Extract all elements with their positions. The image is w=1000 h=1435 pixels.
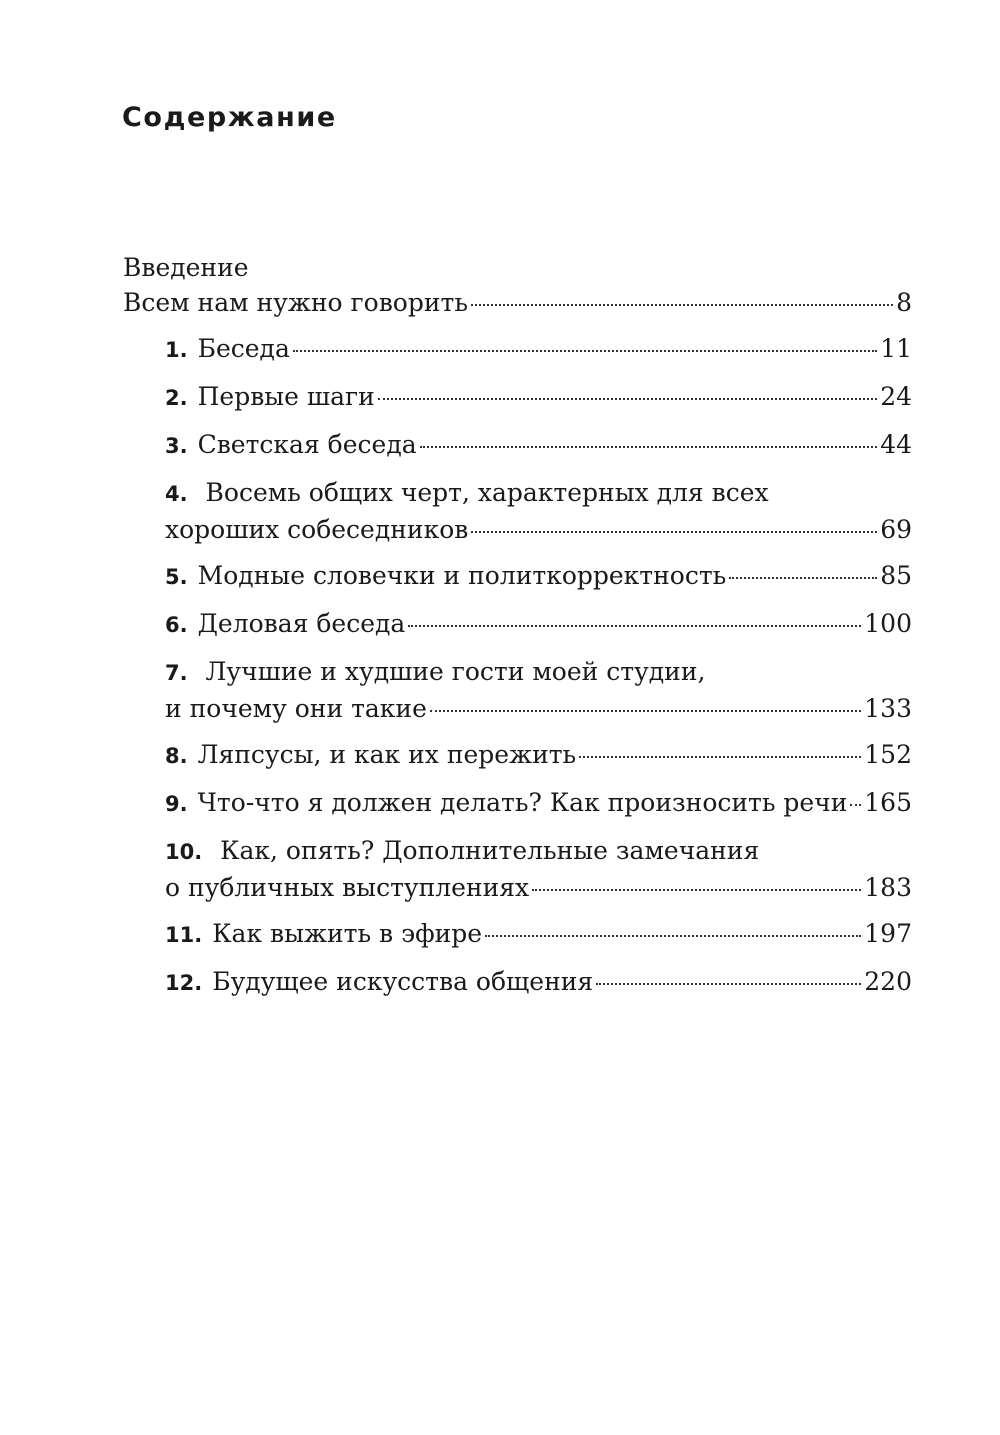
page-number: 183	[864, 873, 912, 902]
page-number: 152	[864, 740, 912, 769]
toc-entry-chapter-8[interactable]	[123, 737, 912, 774]
chapter-title: Первые шаги	[197, 382, 375, 411]
dot-leader	[408, 625, 861, 627]
chapter-title: Как выжить в эфире	[212, 919, 483, 948]
chapter-number: 1.	[165, 338, 188, 362]
chapter-number: 6.	[165, 613, 188, 637]
chapter-title: Деловая беседа	[197, 609, 406, 638]
chapter-title: хороших собеседников	[165, 515, 469, 544]
dot-leader	[420, 446, 878, 448]
dot-leader	[378, 398, 877, 400]
dot-leader	[471, 531, 877, 533]
page-title: Содержание	[122, 102, 337, 133]
page-number: 197	[864, 919, 912, 948]
chapter-number: 4.	[165, 482, 188, 506]
chapter-title: Модные словечки и политкорректность	[197, 561, 727, 590]
toc-entry-chapter-3[interactable]	[123, 427, 912, 464]
chapter-title: Ляпсусы, и как их пережить	[197, 740, 577, 769]
dot-leader	[293, 350, 877, 352]
toc-entry-chapter-5[interactable]	[123, 558, 912, 595]
page-number: 165	[864, 788, 912, 817]
chapter-number: 10.	[165, 840, 203, 864]
page-number: 133	[864, 694, 912, 723]
page-number: 11	[880, 334, 912, 363]
chapter-title-line1: Восемь общих черт, характерных для всех	[205, 478, 769, 507]
toc-entry-chapter-7[interactable]	[123, 654, 912, 726]
toc-entry-chapter-2[interactable]	[123, 379, 912, 416]
chapter-title: Что-что я должен делать? Как произносить речи	[197, 788, 848, 817]
toc-entry-intro[interactable]	[123, 250, 912, 320]
chapter-title-line1: Как, опять? Дополнительные замечания	[220, 836, 760, 865]
page-number: 100	[864, 609, 912, 638]
chapter-title-line1: Лучшие и худшие гости моей студии,	[205, 657, 706, 686]
dot-leader	[729, 577, 877, 579]
dot-leader	[430, 710, 861, 712]
toc-entry-chapter-9[interactable]	[123, 785, 912, 822]
chapter-number: 7.	[165, 661, 188, 685]
dot-leader	[596, 983, 861, 985]
chapter-number: 5.	[165, 565, 188, 589]
toc-entry-chapter-1[interactable]	[123, 331, 912, 368]
chapter-title: Светская беседа	[197, 430, 417, 459]
chapter-title: Беседа	[197, 334, 290, 363]
page-number: 24	[880, 382, 912, 411]
dot-leader	[579, 756, 861, 758]
chapter-number: 9.	[165, 792, 188, 816]
page-number: 8	[896, 288, 912, 317]
toc-entry-chapter-11[interactable]	[123, 916, 912, 953]
toc-entry-chapter-12[interactable]	[123, 964, 912, 1001]
chapter-number: 2.	[165, 386, 188, 410]
page-number: 85	[880, 561, 912, 590]
toc-entry-chapter-10[interactable]	[123, 833, 912, 905]
toc-entry-chapter-4[interactable]	[123, 475, 912, 547]
dot-leader	[850, 804, 861, 806]
dot-leader	[471, 304, 893, 306]
chapter-number: 11.	[165, 923, 203, 947]
intro-title: Всем нам нужно говорить	[123, 288, 468, 317]
chapter-number: 12.	[165, 971, 203, 995]
chapter-number: 8.	[165, 744, 188, 768]
intro-label: Введение	[123, 253, 249, 282]
chapter-number: 3.	[165, 434, 188, 458]
page-number: 69	[880, 515, 912, 544]
page-number: 220	[864, 967, 912, 996]
chapter-title: и почему они такие	[165, 694, 427, 723]
dot-leader	[532, 889, 861, 891]
toc-entry-chapter-6[interactable]	[123, 606, 912, 643]
page-number: 44	[880, 430, 912, 459]
table-of-contents	[123, 250, 912, 1001]
intro-line	[123, 285, 912, 320]
chapter-title: Будущее искусства общения	[212, 967, 594, 996]
chapter-title: о публичных выступлениях	[165, 873, 530, 902]
dot-leader	[485, 935, 861, 937]
